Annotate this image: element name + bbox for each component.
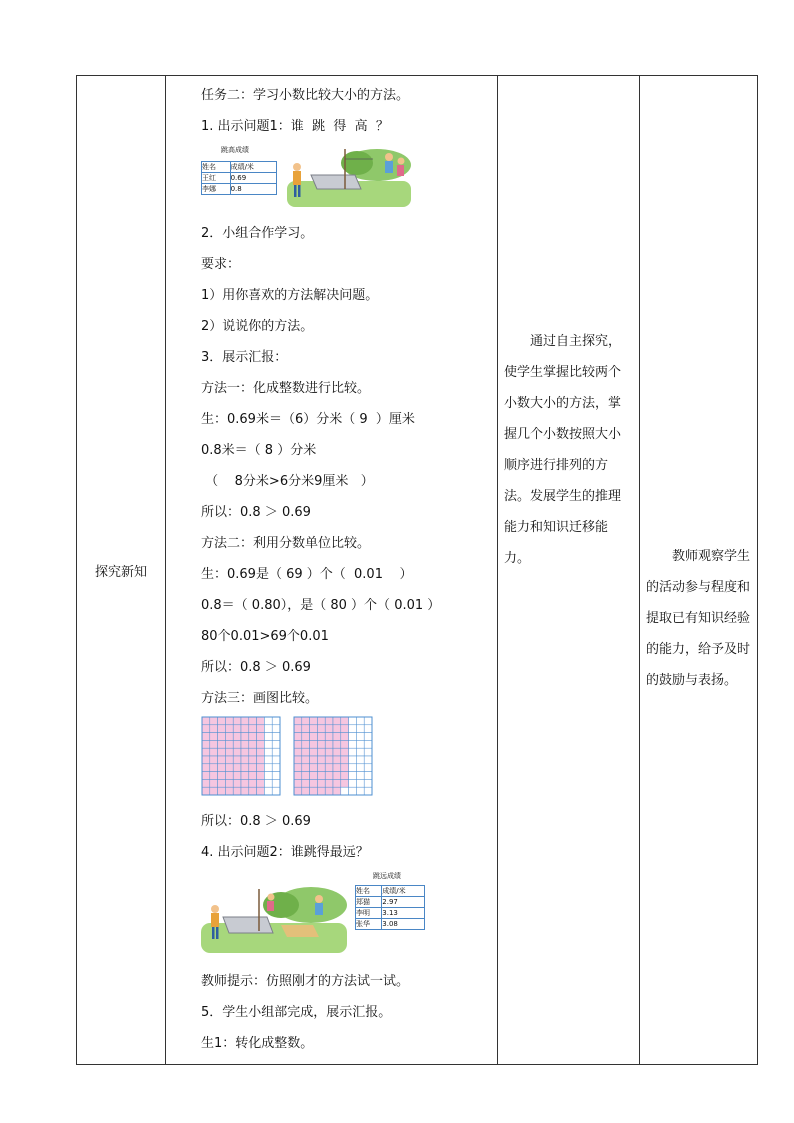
grid-cell (272, 717, 280, 725)
grid-cell (218, 779, 226, 787)
grid-cell (233, 725, 241, 733)
table-row (77, 76, 758, 1065)
grid-cell (202, 740, 210, 748)
grid-cell (218, 756, 226, 764)
grid-cell (341, 764, 349, 772)
high-jump-table (201, 161, 277, 195)
grid-cell (233, 779, 241, 787)
grid-cell (257, 779, 265, 787)
grid-cell (218, 740, 226, 748)
grid-cell (364, 740, 372, 748)
grid-cell (294, 779, 302, 787)
grid-cell (202, 787, 210, 795)
grid-0-8 (201, 715, 281, 797)
header-cell: 成绩/米 (230, 162, 276, 173)
grid-cell (202, 779, 210, 787)
table-row (202, 162, 277, 173)
grid-cell (333, 717, 341, 725)
method-2-step-3: 80个0.01>69个0.01 (201, 629, 329, 644)
grid-cell (249, 764, 257, 772)
grid-cell (356, 787, 364, 795)
high-jump-illustration (201, 143, 493, 211)
grid-cell (272, 787, 280, 795)
grid-cell (317, 779, 325, 787)
grid-cell (264, 787, 272, 795)
grid-cell (210, 787, 218, 795)
grid-cell (310, 725, 318, 733)
table-row (356, 886, 425, 897)
grid-cell (210, 748, 218, 756)
grid-cell (202, 772, 210, 780)
grid-cell (349, 740, 357, 748)
grid-cell (241, 764, 249, 772)
grid-cell (317, 787, 325, 795)
table-row (356, 919, 425, 930)
grid-cell (356, 748, 364, 756)
method-2-step-2: 0.8＝（ 0.80），是（ 80 ）个（ 0.01 ） (201, 598, 441, 613)
grid-cell (272, 740, 280, 748)
grid-cell (356, 756, 364, 764)
grid-cell (341, 748, 349, 756)
grid-cell (364, 725, 372, 733)
grid-cell (233, 717, 241, 725)
grid-cell (210, 717, 218, 725)
grid-cell (225, 733, 233, 741)
grid-cell (241, 748, 249, 756)
method-2-conclusion: 所以：0.8 ＞ 0.69 (201, 660, 311, 675)
grid-cell (364, 772, 372, 780)
grid-cell (264, 717, 272, 725)
student-1-answer: 生1：转化成整数。 (201, 1036, 314, 1051)
grid-cell (333, 733, 341, 741)
grid-cell (257, 787, 265, 795)
header-cell: 姓名 (202, 162, 231, 173)
grid-cell (317, 764, 325, 772)
table-row (202, 184, 277, 195)
grid-cell (202, 725, 210, 733)
grid-cell (364, 717, 372, 725)
grid-cell (333, 779, 341, 787)
grid-cell (349, 733, 357, 741)
grid-cell (356, 733, 364, 741)
grid-cell (341, 717, 349, 725)
grid-cell (302, 717, 310, 725)
grid-cell (302, 772, 310, 780)
score-cell: 0.69 (230, 173, 276, 184)
grid-cell (257, 764, 265, 772)
grid-cell (294, 740, 302, 748)
long-jump-table (355, 885, 425, 930)
grid-cell (294, 725, 302, 733)
method-1-step-3: （ 8分米>6分米9厘米 ） (201, 474, 374, 489)
grid-cell (349, 764, 357, 772)
grid-cell (257, 740, 265, 748)
grid-cell (257, 772, 265, 780)
grid-cell (257, 717, 265, 725)
method-2-title: 方法二：利用分数单位比较。 (201, 536, 371, 551)
grid-cell (233, 733, 241, 741)
grid-cell (341, 779, 349, 787)
content-cell (166, 76, 498, 1065)
table-row (356, 908, 425, 919)
grid-cell (364, 764, 372, 772)
grid-cell (310, 740, 318, 748)
grid-cell (356, 740, 364, 748)
grid-cell (325, 740, 333, 748)
grid-cell (225, 764, 233, 772)
intent-body: 通过自主探究，使学生掌握比较两个小数大小的方法，掌握几个小数按照大小顺序进行排列的方法。发展学生的推理能力和知识迁移能力。 (504, 334, 622, 566)
requirement-1: 1）用你喜欢的方法解决问题。 (201, 288, 379, 303)
assessment-text (640, 541, 757, 696)
grid-cell (349, 725, 357, 733)
grid-cell (272, 725, 280, 733)
grid-cell (333, 787, 341, 795)
grid-cell (325, 764, 333, 772)
grid-cell (225, 787, 233, 795)
grid-cell (317, 733, 325, 741)
grid-cell (294, 717, 302, 725)
grid-cell (218, 764, 226, 772)
grid-cell (333, 740, 341, 748)
grid-cell (225, 779, 233, 787)
grid-cell (349, 717, 357, 725)
grid-cell (310, 748, 318, 756)
grid-cell (218, 725, 226, 733)
grid-cell (310, 717, 318, 725)
name-cell: 郑猫 (356, 897, 382, 908)
grid-cell (233, 772, 241, 780)
grid-cell (257, 733, 265, 741)
grid-cell (272, 764, 280, 772)
grid-cell (341, 787, 349, 795)
grid-cell (225, 740, 233, 748)
grid-cell (333, 764, 341, 772)
grid-cell (225, 717, 233, 725)
table-row (202, 173, 277, 184)
grid-cell (241, 725, 249, 733)
grid-cell (249, 748, 257, 756)
stage-label: 探究新知 (94, 564, 147, 580)
teacher-hint: 教师提示：仿照刚才的方法试一试。 (201, 974, 410, 989)
grid-cell (349, 772, 357, 780)
grid-cell (241, 787, 249, 795)
grid-cell (302, 787, 310, 795)
grid-cell (233, 787, 241, 795)
grid-cell (272, 756, 280, 764)
grid-cell (272, 748, 280, 756)
grid-cell (264, 725, 272, 733)
grid-cell (356, 779, 364, 787)
grid-cell (341, 756, 349, 764)
grid-cell (249, 756, 257, 764)
grid-cell (218, 733, 226, 741)
grid-cell (294, 787, 302, 795)
grid-cell (233, 764, 241, 772)
grid-cell (264, 756, 272, 764)
grid-cell (249, 787, 257, 795)
grid-0-69 (293, 715, 373, 797)
grid-cell (210, 733, 218, 741)
grid-cell (310, 764, 318, 772)
grid-cell (249, 717, 257, 725)
grid-cell (264, 748, 272, 756)
grid-cell (364, 756, 372, 764)
grid-cell (249, 725, 257, 733)
grid-cell (272, 779, 280, 787)
grid-cell (302, 764, 310, 772)
report-heading: 3．展示汇报： (201, 350, 288, 365)
grid-cell (257, 748, 265, 756)
grid-cell (302, 779, 310, 787)
grid-cell (356, 772, 364, 780)
long-jump-illustration (201, 869, 493, 959)
grid-cell (225, 748, 233, 756)
high-jump-scene-image (287, 145, 411, 207)
grid-cell (302, 733, 310, 741)
grid-cell (294, 733, 302, 741)
grid-cell (218, 787, 226, 795)
grid-cell (241, 717, 249, 725)
grid-cell (317, 717, 325, 725)
requirement-label: 要求： (201, 257, 241, 272)
long-jump-caption: 跳远成绩 (373, 872, 401, 880)
grid-cell (264, 779, 272, 787)
grid-cell (333, 748, 341, 756)
grid-cell (341, 725, 349, 733)
grid-cell (325, 779, 333, 787)
grid-cell (364, 787, 372, 795)
grid-cell (325, 748, 333, 756)
score-cell: 3.08 (382, 919, 425, 930)
lesson-table (76, 75, 758, 1065)
grid-cell (233, 756, 241, 764)
grid-cell (202, 733, 210, 741)
grid-cell (264, 733, 272, 741)
grid-cell (218, 772, 226, 780)
grid-cell (202, 748, 210, 756)
grid-cell (249, 740, 257, 748)
method-1-step-2: 0.8米＝（ 8 ）分米 (201, 443, 317, 458)
grid-cell (349, 748, 357, 756)
grid-cell (325, 733, 333, 741)
grid-cell (364, 748, 372, 756)
grid-cell (310, 756, 318, 764)
grid-cell (302, 740, 310, 748)
grid-cell (272, 772, 280, 780)
grid-cell (325, 772, 333, 780)
name-cell: 王红 (202, 173, 231, 184)
high-jump-caption: 跳高成绩 (221, 146, 249, 154)
grid-cell (302, 756, 310, 764)
grid-cell (325, 787, 333, 795)
grid-cell (325, 717, 333, 725)
grid-cell (210, 740, 218, 748)
grid-cell (241, 756, 249, 764)
grid-cell (356, 764, 364, 772)
grid-comparison (201, 715, 493, 799)
grid-cell (349, 779, 357, 787)
grid-cell (202, 756, 210, 764)
task-title: 任务二：学习小数比较大小的方法。 (201, 88, 410, 103)
question-2: 4. 出示问题2：谁跳得最远？ (201, 845, 369, 860)
score-cell: 2.97 (382, 897, 425, 908)
grid-cell (249, 733, 257, 741)
method-1-title: 方法一：化成整数进行比较。 (201, 381, 371, 396)
grid-cell (349, 756, 357, 764)
group-report: 5．学生小组部完成，展示汇报。 (201, 1005, 392, 1020)
table-row (356, 897, 425, 908)
name-cell: 张华 (356, 919, 382, 930)
grid-cell (225, 725, 233, 733)
grid-cell (264, 764, 272, 772)
grid-cell (294, 748, 302, 756)
grid-cell (294, 772, 302, 780)
grid-cell (341, 740, 349, 748)
grid-cell (310, 772, 318, 780)
grid-cell (257, 725, 265, 733)
score-cell: 3.13 (382, 908, 425, 919)
method-1-conclusion: 所以：0.8 ＞ 0.69 (201, 505, 311, 520)
grid-cell (310, 787, 318, 795)
grid-cell (341, 772, 349, 780)
grid-cell (210, 779, 218, 787)
header-cell: 姓名 (356, 886, 382, 897)
method-3-title: 方法三：画图比较。 (201, 691, 319, 706)
grid-cell (333, 756, 341, 764)
grid-cell (302, 725, 310, 733)
grid-cell (218, 717, 226, 725)
grid-cell (210, 772, 218, 780)
grid-cell (264, 740, 272, 748)
intent-cell (498, 76, 640, 1065)
grid-cell (294, 764, 302, 772)
grid-cell (249, 779, 257, 787)
grid-cell (302, 748, 310, 756)
assessment-cell (640, 76, 758, 1065)
grid-cell (233, 740, 241, 748)
grid-cell (225, 772, 233, 780)
grid-cell (210, 756, 218, 764)
long-jump-scene-image (201, 883, 347, 953)
method-1-step-1: 生：0.69米＝（6）分米（ 9 ）厘米 (201, 412, 415, 427)
grid-cell (333, 772, 341, 780)
grid-cell (210, 764, 218, 772)
grid-cell (356, 717, 364, 725)
method-3-conclusion: 所以：0.8 ＞ 0.69 (201, 814, 311, 829)
question-1: 1. 出示问题1：谁 跳 得 高 ？ (201, 119, 389, 134)
grid-cell (310, 733, 318, 741)
grid-cell (349, 787, 357, 795)
grid-cell (241, 779, 249, 787)
requirement-2: 2）说说你的方法。 (201, 319, 314, 334)
grid-cell (202, 764, 210, 772)
grid-cell (341, 733, 349, 741)
grid-cell (241, 772, 249, 780)
grid-cell (249, 772, 257, 780)
grid-cell (294, 756, 302, 764)
header-cell: 成绩/米 (382, 886, 425, 897)
grid-cell (257, 756, 265, 764)
method-2-step-1: 生：0.69是（ 69 ）个（ 0.01 ） (201, 567, 413, 582)
grid-cell (218, 748, 226, 756)
grid-cell (364, 779, 372, 787)
group-study: 2．小组合作学习。 (201, 226, 314, 241)
grid-cell (317, 725, 325, 733)
grid-cell (210, 725, 218, 733)
grid-cell (317, 772, 325, 780)
grid-cell (325, 725, 333, 733)
grid-cell (356, 725, 364, 733)
grid-cell (241, 733, 249, 741)
assessment-body: 教师观察学生的活动参与程度和提取已有知识经验的能力，给予及时的鼓励与表扬。 (646, 549, 751, 688)
grid-cell (264, 772, 272, 780)
score-cell: 0.8 (230, 184, 276, 195)
grid-cell (310, 779, 318, 787)
grid-cell (317, 740, 325, 748)
grid-cell (325, 756, 333, 764)
grid-cell (317, 748, 325, 756)
name-cell: 李明 (356, 908, 382, 919)
intent-text (498, 326, 639, 574)
grid-cell (233, 748, 241, 756)
grid-cell (241, 740, 249, 748)
grid-cell (317, 756, 325, 764)
grid-cell (202, 717, 210, 725)
name-cell: 李娜 (202, 184, 231, 195)
grid-cell (364, 733, 372, 741)
stage-cell (77, 76, 166, 1065)
grid-cell (333, 725, 341, 733)
grid-cell (272, 733, 280, 741)
grid-cell (225, 756, 233, 764)
